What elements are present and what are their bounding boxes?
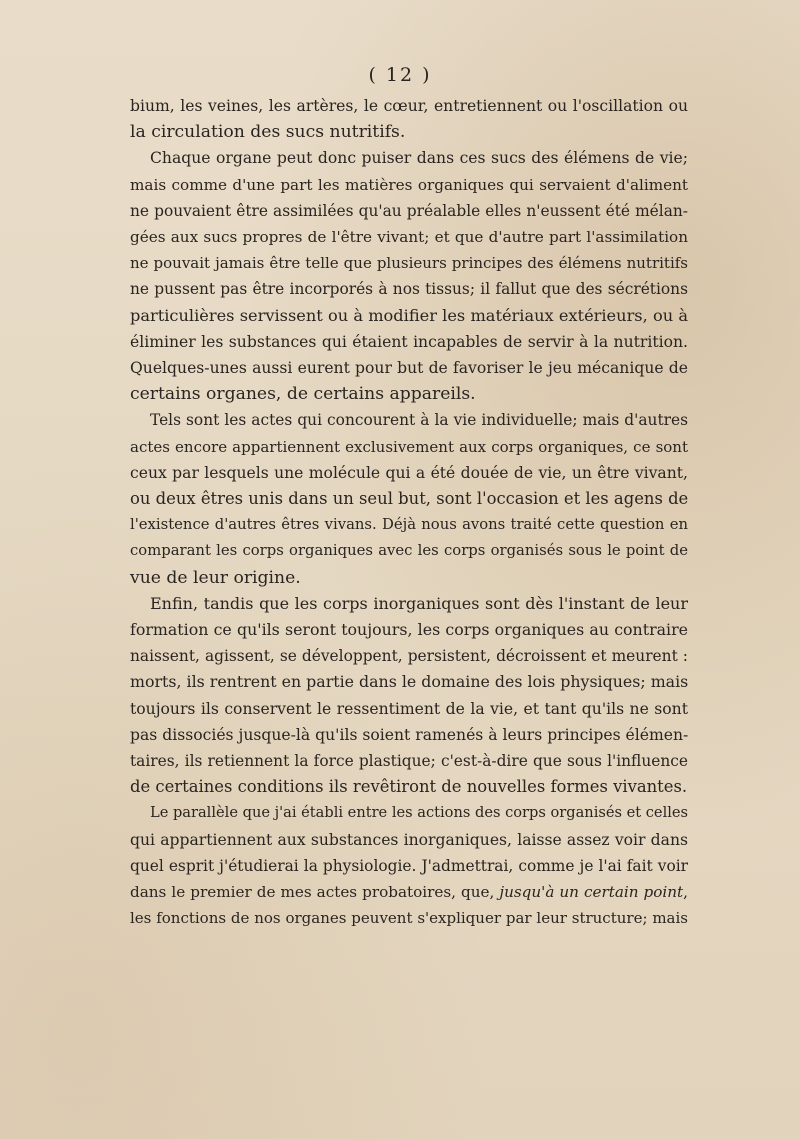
text-line: ceux par lesquels une molécule qui a été douée de vie, un être vivant, [130, 463, 688, 482]
text-line: Tels sont les actes qui concourent à la vie individuelle; mais d'autres [150, 411, 688, 430]
text-segment: , [683, 883, 688, 902]
italic-phrase: jusqu'à un certain point [499, 883, 684, 902]
text-line: ne pussent pas être incorporés à nos tissus; il fallut que des sécrétions [130, 280, 688, 299]
text-line: mais comme d'une part les matières organiques qui servaient d'aliment [130, 175, 688, 194]
text-line: Enfin, tandis que les corps inorganiques sont dès l'instant de leur [150, 593, 688, 613]
text-line: toujours ils conservent le ressentiment de la vie, et tant qu'ils ne sont [130, 699, 688, 718]
text-line: qui appartiennent aux substances inorganiques, laisse assez voir dans [130, 830, 688, 849]
text-segment: dans le premier de mes actes probatoires, que, [130, 883, 500, 902]
page-number: ( 12 ) [368, 64, 432, 86]
text-line: formation ce qu'ils seront toujours, les corps organiques au contraire [130, 620, 688, 640]
text-line: ne pouvaient être assimilées qu'au préalable elles n'eussent été mélan- [130, 201, 688, 220]
text-line: éliminer les substances qui étaient incapables de servir à la nutrition. [130, 332, 688, 351]
text-line: taires, ils retiennent la force plastique; c'est-à-dire que sous l'influence [130, 752, 688, 771]
text-line: de certaines conditions ils revêtiront de nouvelles formes vivantes. [130, 777, 688, 797]
text-line: ne pouvait jamais être telle que plusieurs principes des élémens nutritifs [130, 254, 688, 273]
text-line: comparant les corps organiques avec les corps organisés sous le point de [130, 542, 688, 560]
text-line: les fonctions de nos organes peuvent s'expliquer par leur structure; mais [130, 909, 688, 928]
text-line: pas dissociés jusque-là qu'ils soient ramenés à leurs principes élémen- [130, 725, 689, 744]
text-line [130, 879, 688, 905]
text-line: quel esprit j'étudierai la physiologie. J'admettrai, comme je l'ai fait voir [130, 856, 688, 875]
text-line: naissent, agissent, se développent, persistent, décroissent et meurent : [130, 647, 688, 666]
text-line: Chaque organe peut donc puiser dans ces sucs des élémens de vie; [150, 149, 688, 168]
text-line: gées aux sucs propres de l'être vivant; et que d'autre part l'assimilation [130, 228, 688, 247]
text-line: Quelques-unes aussi eurent pour but de favoriser le jeu mécanique de [130, 359, 688, 378]
text-line: certains organes, de certains appareils. [130, 384, 476, 405]
text-line: l'existence d'autres êtres vivans. Déjà nous avons traité cette question en [130, 516, 688, 534]
text-line: vue de leur origine. [130, 567, 301, 588]
text-line: bium, les veines, les artères, le cœur, entretiennent ou l'oscillation ou [130, 97, 688, 115]
text-line: la circulation des sucs nutritifs. [130, 122, 406, 143]
text-line: Le parallèle que j'ai établi entre les actions des corps organisés et celles [150, 804, 689, 822]
text-line: particulières servissent ou à modifier les matériaux extérieurs, ou à [130, 305, 688, 325]
text-line: ou deux êtres unis dans un seul but, sont l'occasion et les agens de [130, 489, 689, 509]
body-text [130, 93, 688, 932]
text-line: morts, ils rentrent en partie dans le domaine des lois physiques; mais [130, 672, 689, 692]
text-line: actes encore appartiennent exclusivement aux corps organiques, ce sont [130, 437, 688, 456]
